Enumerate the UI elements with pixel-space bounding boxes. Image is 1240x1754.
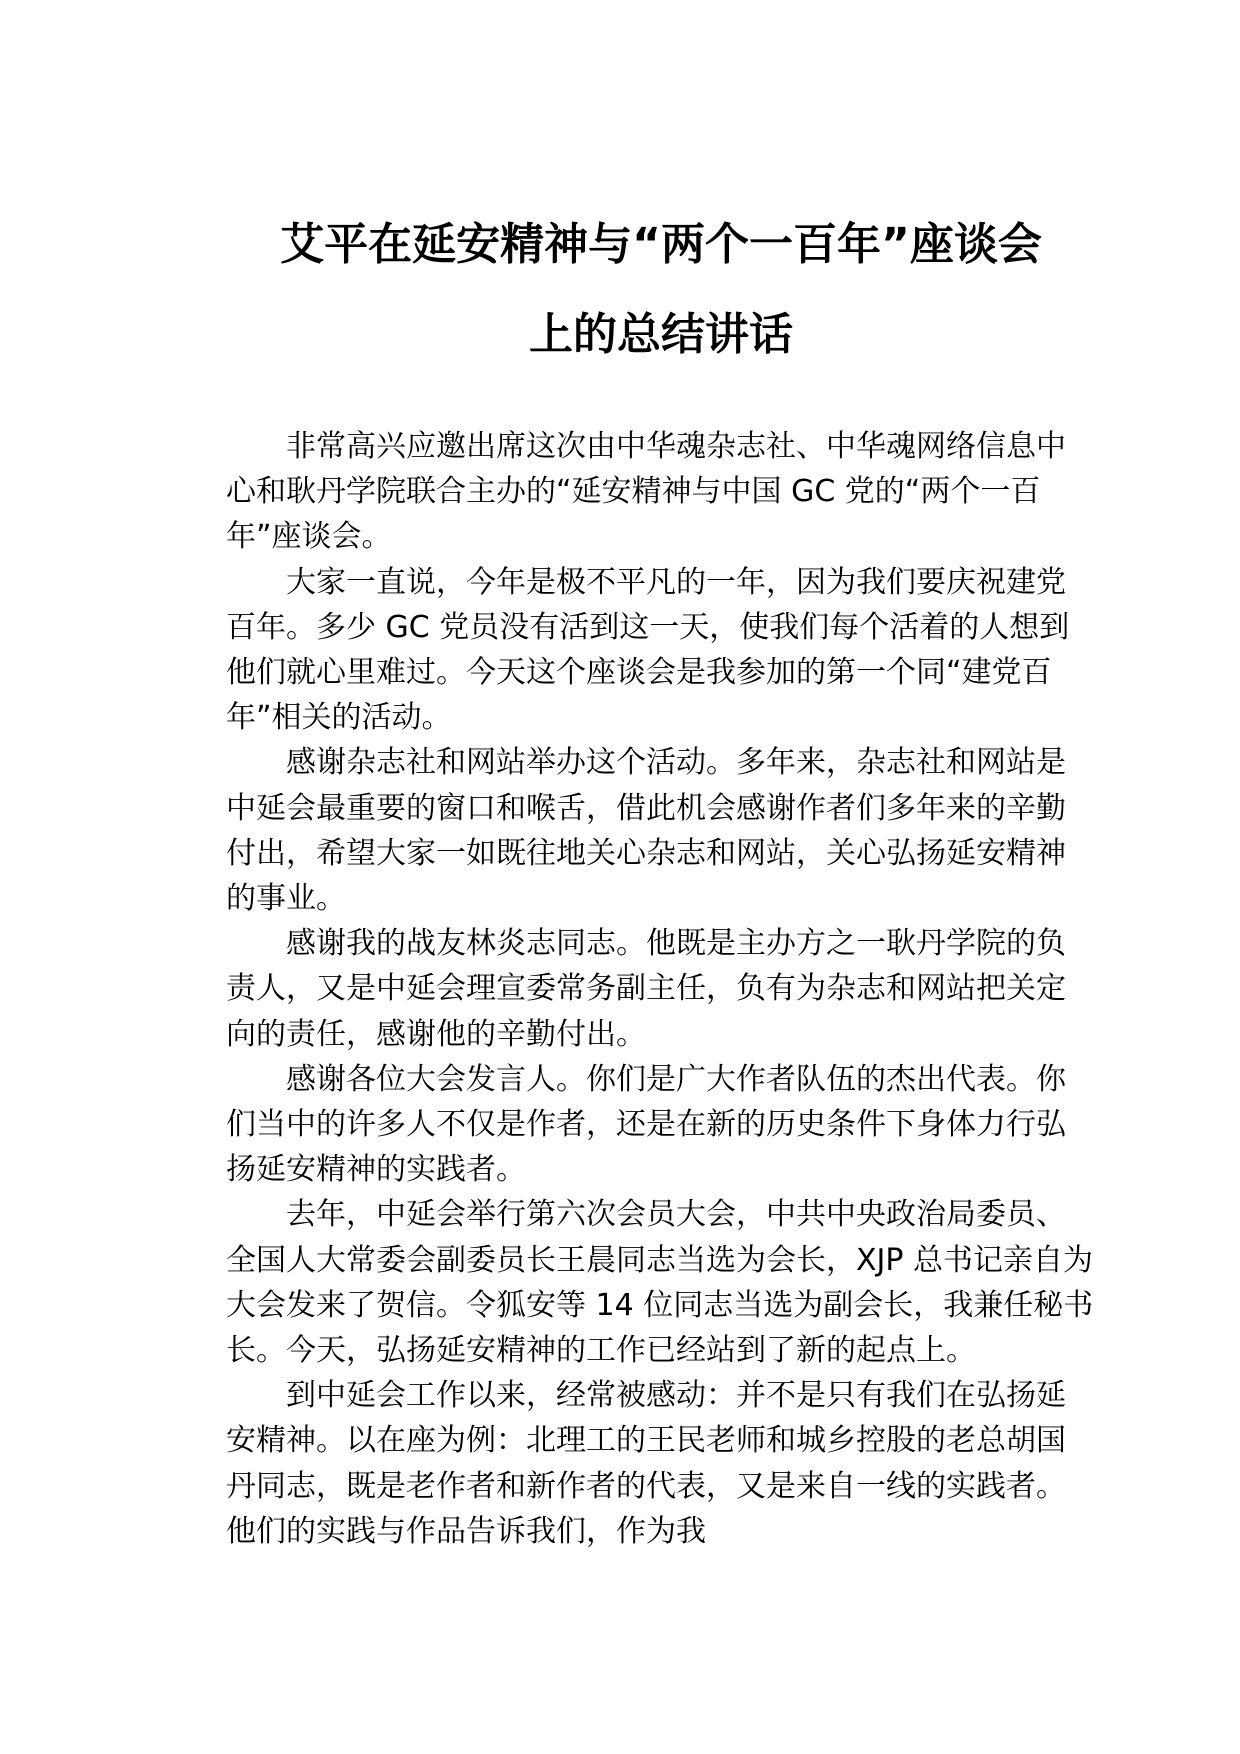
paragraph-3: 感谢杂志社和网站举办这个活动。多年来，杂志社和网站是中延会最重要的窗口和喉舌，借此机会感谢作者们多年来的辛勤付出，希望大家一如既往地关心杂志和网站，关心弘扬延安精神的事业。: [226, 745, 1066, 917]
paragraph-2: 大家一直说，今年是极不平凡的一年，因为我们要庆祝建党百年。多少 GC 党员没有活到这一天，使我们每个活着的人想到他们就心里难过。今天这个座谈会是我参加的第一个同“建党百年”相关的活动。: [226, 564, 1070, 736]
paragraph-7: 到中延会工作以来，经常被感动：并不是只有我们在弘扬延安精神。以在座为例：北理工的王民老师和城乡控股的老总胡国丹同志，既是老作者和新作者的代表，又是来自一线的实践者。他们的实践与作品告诉我们，作为我: [226, 1378, 1066, 1549]
paragraph-4: 感谢我的战友林炎志同志。他既是主办方之一耿丹学院的负责人，又是中延会理宣委常务副主任，负有为杂志和网站把关定向的责任，感谢他的辛勤付出。: [226, 926, 1066, 1052]
paragraph-6: 去年，中延会举行第六次会员大会，中共中央政治局委员、全国人大常委会副委员长王晨同志当选为会长，XJP 总书记亲自为大会发来了贺信。令狐安等 14 位同志当选为副会长，我兼任秘书长。今天，弘扬延安精神的工作已经站到了新的起点上。: [226, 1197, 1094, 1369]
document-body: [226, 424, 1094, 1554]
paragraph-5: 感谢各位大会发言人。你们是广大作者队伍的杰出代表。你们当中的许多人不仅是作者，还是在新的历史条件下身体力行弘扬延安精神的实践者。: [226, 1061, 1066, 1188]
paragraph-1: 非常高兴应邀出席这次由中华魂杂志社、中华魂网络信息中心和耿丹学院联合主办的“延安精神与中国 GC 党的“两个一百年”座谈会。: [226, 429, 1066, 555]
document-title-line-1: 艾平在延安精神与“两个一百年”座谈会: [280, 219, 1042, 270]
document-title-line-2: 上的总结讲话: [529, 309, 793, 360]
